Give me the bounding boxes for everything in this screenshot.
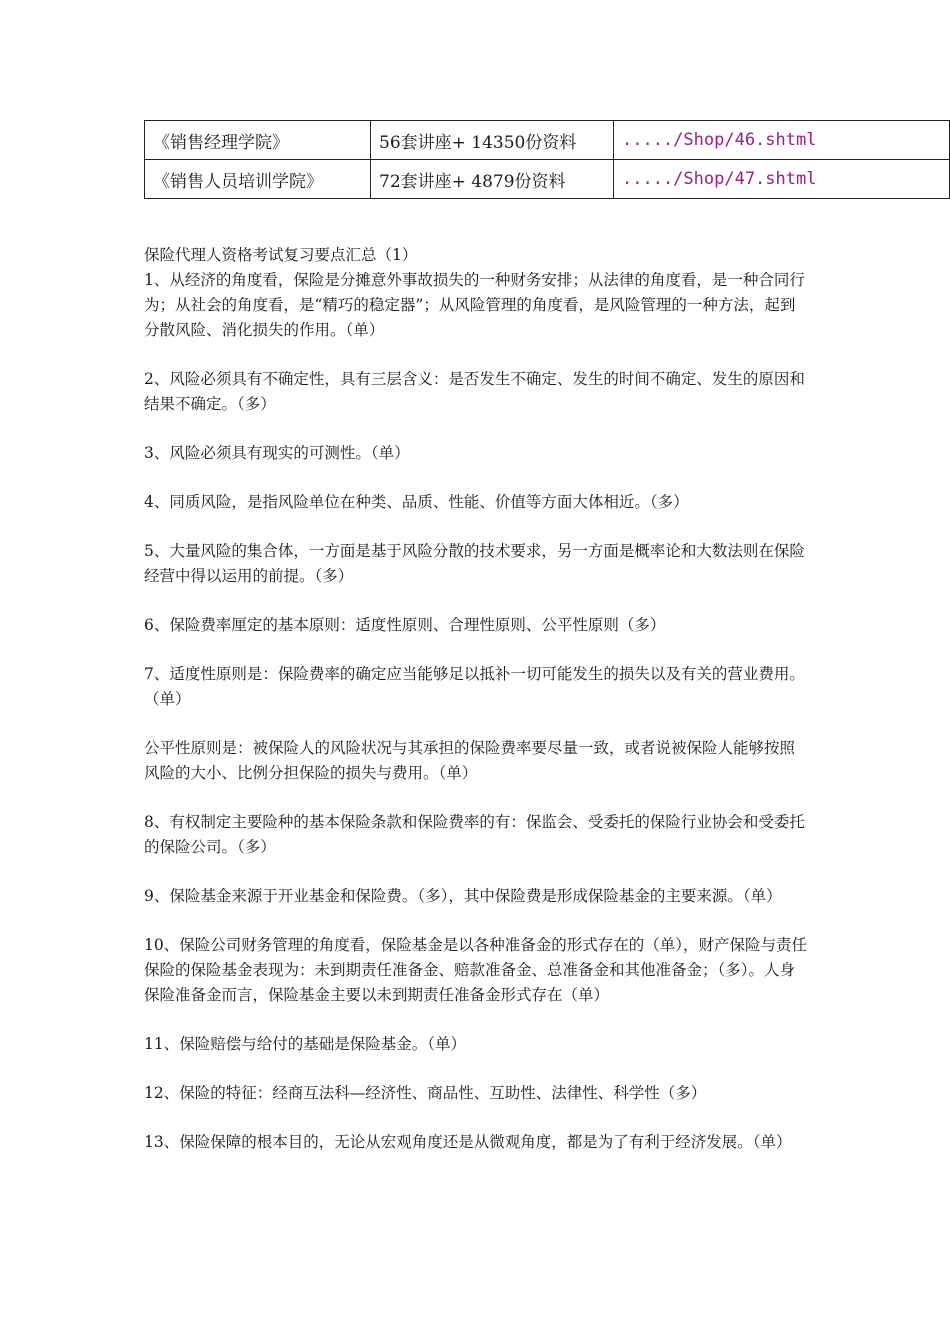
review-point: 6、保险费率厘定的基本原则：适度性原则、合理性原则、公平性原则（多） bbox=[144, 616, 666, 634]
review-point: 7、适度性原则是：保险费率的确定应当能够足以抵补一切可能发生的损失以及有关的营业费用。（单） bbox=[144, 665, 805, 708]
course-name: 《销售人员培训学院》 bbox=[145, 160, 371, 199]
document-body bbox=[144, 243, 808, 1179]
document-title: 保险代理人资格考试复习要点汇总（1） bbox=[144, 246, 418, 264]
table-row bbox=[145, 121, 950, 160]
review-point: 10、保险公司财务管理的角度看，保险基金是以各种准备金的形式存在的（单），财产保险与责任保险的保险基金表现为：未到期责任准备金、赔款准备金、总准备金和其他准备金；（多）。人身保险准备金而言，保险基金主要以未到期责任准备金形式存在（单） bbox=[144, 936, 807, 1004]
review-point: 5、大量风险的集合体，一方面是基于风险分散的技术要求，另一方面是概率论和大数法则在保险经营中得以运用的前提。（多） bbox=[144, 542, 805, 585]
review-point: 公平性原则是：被保险人的风险状况与其承担的保险费率要尽量一致，或者说被保险人能够按照风险的大小、比例分担保险的损失与费用。（单） bbox=[144, 739, 796, 782]
review-point: 12、保险的特征：经商互法科—经济性、商品性、互助性、法律性、科学性（多） bbox=[144, 1084, 707, 1102]
course-link[interactable]: ...../Shop/46.shtml bbox=[614, 121, 950, 160]
review-point: 3、风险必须具有现实的可测性。（单） bbox=[144, 444, 410, 462]
course-link[interactable]: ...../Shop/47.shtml bbox=[614, 160, 950, 199]
review-point: 9、保险基金来源于开业基金和保险费。（多），其中保险费是形成保险基金的主要来源。（单） bbox=[144, 887, 782, 905]
review-point: 11、保险赔偿与给付的基础是保险基金。（单） bbox=[144, 1035, 466, 1053]
review-point: 8、有权制定主要险种的基本保险条款和保险费率的有：保监会、受委托的保险行业协会和受委托的保险公司。（多） bbox=[144, 813, 805, 856]
review-point: 13、保险保障的根本目的，无论从宏观角度还是从微观角度，都是为了有利于经济发展。（单） bbox=[144, 1133, 792, 1151]
course-description: 72套讲座+ 4879份资料 bbox=[371, 160, 614, 199]
review-point: 4、同质风险，是指风险单位在种类、品质、性能、价值等方面大体相近。（多） bbox=[144, 493, 689, 511]
table-row bbox=[145, 160, 950, 199]
course-links-table bbox=[144, 120, 950, 199]
course-description: 56套讲座+ 14350份资料 bbox=[371, 121, 614, 160]
review-point: 2、风险必须具有不确定性，具有三层含义：是否发生不确定、发生的时间不确定、发生的原因和结果不确定。（多） bbox=[144, 370, 805, 413]
course-name: 《销售经理学院》 bbox=[145, 121, 371, 160]
review-point: 1、从经济的角度看，保险是分摊意外事故损失的一种财务安排；从法律的角度看，是一种合同行为；从社会的角度看，是“精巧的稳定器”；从风险管理的角度看，是风险管理的一种方法，起到分散风险、消化损失的作用。（单） bbox=[144, 271, 805, 339]
